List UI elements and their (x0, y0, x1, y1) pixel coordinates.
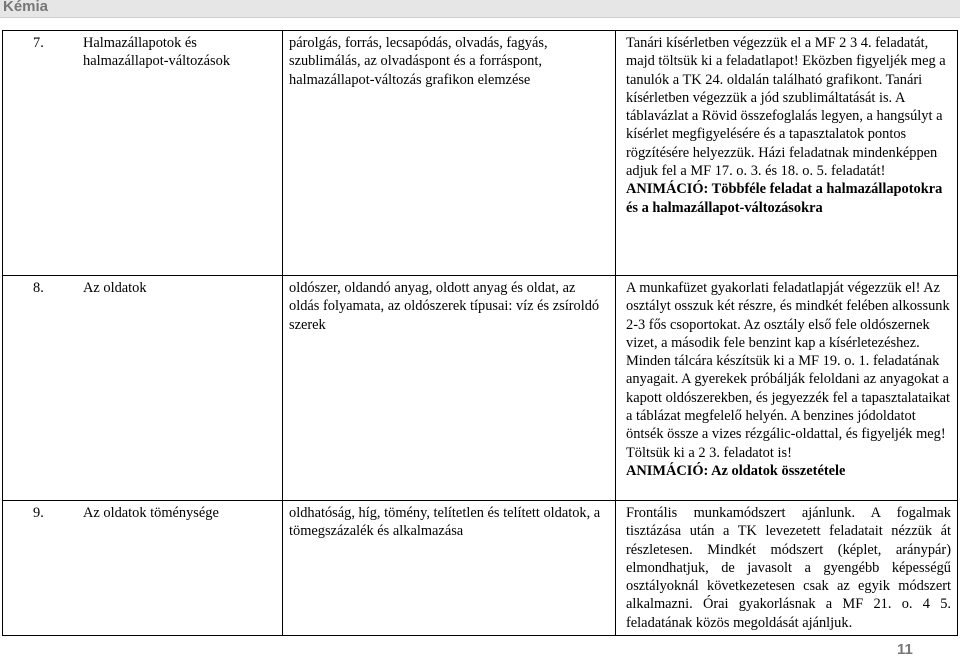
table-row (3, 31, 958, 276)
lesson-topic: Halmazállapotok és halmazállapot-változások (83, 35, 231, 70)
topic-cell (3, 501, 283, 636)
lesson-number: 9. (33, 505, 44, 521)
table-row (3, 276, 958, 501)
table-row (3, 501, 958, 636)
lesson-notes-block (616, 276, 957, 483)
curriculum-table (2, 30, 958, 636)
lesson-topic: Az oldatok (83, 280, 147, 296)
lesson-concepts: oldhatóság, híg, tömény, telítetlen és telített oldatok, a tömegszázalék és alkalmazása (289, 505, 601, 540)
lesson-notes: Frontális munkamódszert ajánlunk. A fogalmak tisztázása után a TK levezetett feladatait nézzük át részletesen. Mindkét módszert (képlet, aránypár) elmondhatjuk, de javasolt a gyengébb képességű osztályoknál következetesen csak az egyik módszert alkalmazni. Órai gyakorlásnak a MF 21. o. 4 5. feladatának közös megoldását ajánljuk. (626, 505, 951, 631)
lesson-number: 8. (33, 280, 44, 296)
lesson-concepts: párolgás, forrás, lecsapódás, olvadás, fagyás, szublimálás, az olvadáspont és a forráspont, halmazállapot-változás grafikon elemzése (289, 35, 548, 88)
concepts-cell (283, 31, 616, 276)
lesson-number: 7. (33, 35, 44, 51)
notes-cell (616, 276, 958, 501)
notes-cell (616, 501, 958, 636)
page-number: 11 (897, 641, 913, 658)
lesson-concepts: oldószer, oldandó anyag, oldott anyag és oldat, az oldás folyamata, az oldószerek típusai: víz és zsíroldó szerek (289, 280, 600, 333)
lesson-notes-block (616, 31, 957, 220)
lesson-topic: Az oldatok töménysége (83, 505, 219, 521)
header-title: Kémia (3, 0, 49, 15)
topic-cell (3, 276, 283, 501)
animation-note: ANIMÁCIÓ: Többféle feladat a halmazállapotokra és a halmazállapot-változásokra (626, 181, 943, 216)
page-header (0, 0, 960, 18)
topic-cell (3, 31, 283, 276)
notes-cell (616, 31, 958, 276)
concepts-cell (283, 276, 616, 501)
concepts-cell (283, 501, 616, 636)
lesson-notes: A munkafüzet gyakorlati feladatlapját végezzük el! Az osztályt osszuk két részre, és mindkét felében alkossunk 2-3 fős csoportokat. Az osztály első fele oldószernek vizet, a második fele benzint kap a kísérletezéshez. Minden tálcára készítsük ki a MF 19. o. 1. feladatának anyagait. A gyerekek próbálják feloldani az anyagokat a kapott oldószerekben, és jegyezzék fel a tapasztalataikat a táblázat megfelelő helyén. A benzines jódoldatot öntsék össze a vizes rézgálic-oldattal, és figyeljék meg! Töltsük ki a 2 3. feladatot is! (626, 280, 951, 461)
animation-note: ANIMÁCIÓ: Az oldatok összetétele (626, 462, 846, 479)
lesson-notes: Tanári kísérletben végezzük el a MF 2 3 4. feladatát, majd töltsük ki a feladatlapot! Eközben figyeljék meg a tanulók a TK 24. oldalán található grafikont. Tanári kísérletben végezzük a jód szublimáltatását is. A táblavázlat a Rövid összefoglalás legyen, a hangsúlyt a kísérlet megfigyelésére és a tapasztalatok pontos rögzítésére helyezzük. Házi feladatnak mindenképpen adjuk fel a MF 17. o. 3. és 18. o. 5. feladatát! (626, 35, 946, 180)
